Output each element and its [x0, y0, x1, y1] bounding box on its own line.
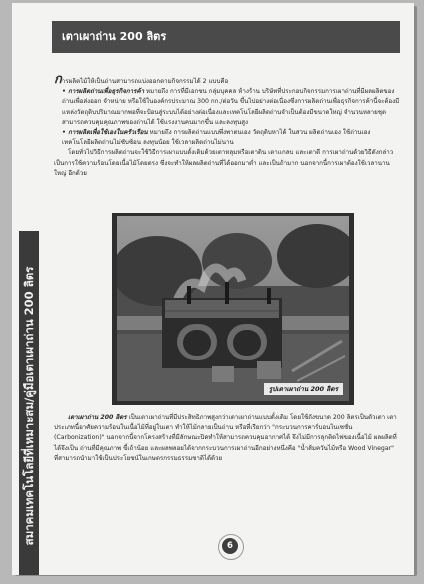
drop-cap: ก [54, 72, 62, 87]
paragraph-methods: โดยทั่วไปวิธีการผลิตถ่านจะใช้วิธีการเผาแบบดั้งเดิมด้วยเตาหลุมหรือเตาดิน เตาเเกลบ และเตาดี การเผาถ่านด้วยวิธีดังกล่าวเป็นการใช้ความร้อนโดยเนื้อไม้โดยตรง ซึ่งจะทำให้ผลผลิตถ่านที่ได้ออกมาต่ำ และเป็นถ้ามาก นอกจากนี้การเผาต้องใช้เวลานานใหญ่ อีกด้วย [54, 149, 394, 177]
document-page [12, 3, 414, 575]
bullet-household-body: หมายถึง การผลิตถ่านแบบพึ่งพาตนเอง วัตถุดิบหาได้ ในสวน ผลิตถ่านเอง ใช้ถ่านเอง เทคโนโลยีผลิตถ่านไม่ซับซ้อน ลงทุนน้อย ใช้เวลาผลิตถ่านไม่นาน [62, 129, 371, 147]
page-title: เตาเผาถ่าน 200 ลิตร [62, 30, 167, 43]
intro-text: ารผลิตไม้ให้เป็นถ่านสามารถแบ่งออกตามกิจกรรมได้ 2 แบบคือ [61, 78, 229, 85]
intro-paragraph [54, 72, 400, 87]
bullet-business [54, 87, 400, 128]
page-number: 6 [222, 538, 238, 554]
side-spine-bar [19, 231, 39, 575]
spine-title: สมาคมเทคโนโลยีที่เหมาะสม/คู่มือเตาเผาถ่าน 200 ลิตร [22, 266, 36, 546]
intro-section [54, 72, 400, 179]
kiln-photo [117, 216, 349, 401]
kiln-description-lead: เตาเผาถ่าน 200 ลิตร [68, 414, 127, 421]
header-band [52, 21, 400, 53]
bullet-household [54, 128, 400, 148]
kiln-description [54, 413, 400, 464]
kiln-illustration [117, 216, 349, 401]
kiln-description-text: เป็นเตาเผาถ่านที่มีประสิทธิภาพสูงกว่าเตาเผาถ่านแบบดั้งเดิม โดยใช้ถังขนาด 200 ลิตรเป็นตัวเตา เตาประเภทนี้อาศัยความร้อนในเนื้อไม้ที่อยู่ในเตา ทำให้ไม้กลายเป็นถ่าน หรือที่เรียกว่า "กระบวนการคาร์บอนไนเซชั่น (Carbonization)" นอกจากนี้จากโครงสร้างที่มีลักษณะปิดทำให้สามารถควบคุมอากาศได้ จึงไม่มีการลุกติดไฟของเนื้อไม้ ผลผลิตที่ได้จึงเป็น ถ่านที่มีคุณภาพ ขี้เถ้าน้อย และผลพลอยได้จากกระบวนการเผาถ่านอีกอย่างหนึ่งคือ "น้ำส้มควันไม้หรือ Wood Vinegar" ที่สามารถนำมาใช้เป็นประโยชน์ในเกษตรกรรมธรรมชาติได้ด้วย [54, 414, 397, 462]
bullet-business-body: หมายถึง การที่มีเอกชน กลุ่มบุคคล ห้างร้าน บริษัทที่ประกอบกิจกรรมการเผาถ่านที่มีผลผลิตของถ่านเพื่อส่งออก จำหน่าย หรือใช้ในองค์กรประมาณ 300 กก./ต่อวัน ขึ้นไปอย่างต่อเนื่องซึ่งการผลิตถ่านเพื่อธุรกิจการค้านี้จะต้องมีแหล่งวัตถุดิบปริมาณมากพอที่จะป้อนสู่ระบบได้อย่างต่อเนื่องและเทคโนโลยีผลิตถ่านจำเป็นต้องมีขนาดใหญ่ จำนวนหลายชุด สามารถควบคุมคุณภาพของถ่านได้ ใช้แรงงานคนมากขึ้น และลงทุนสูง [62, 88, 400, 126]
bullet-household-title: • การผลิตเพื่อใช้เองในครัวเรือน [62, 129, 148, 137]
bullet-business-title: • การผลิตถ่านเพื่อธุรกิจการค้า [62, 88, 145, 96]
photo-caption: รูปเตาเผาถ่าน 200 ลิตร [264, 383, 343, 395]
